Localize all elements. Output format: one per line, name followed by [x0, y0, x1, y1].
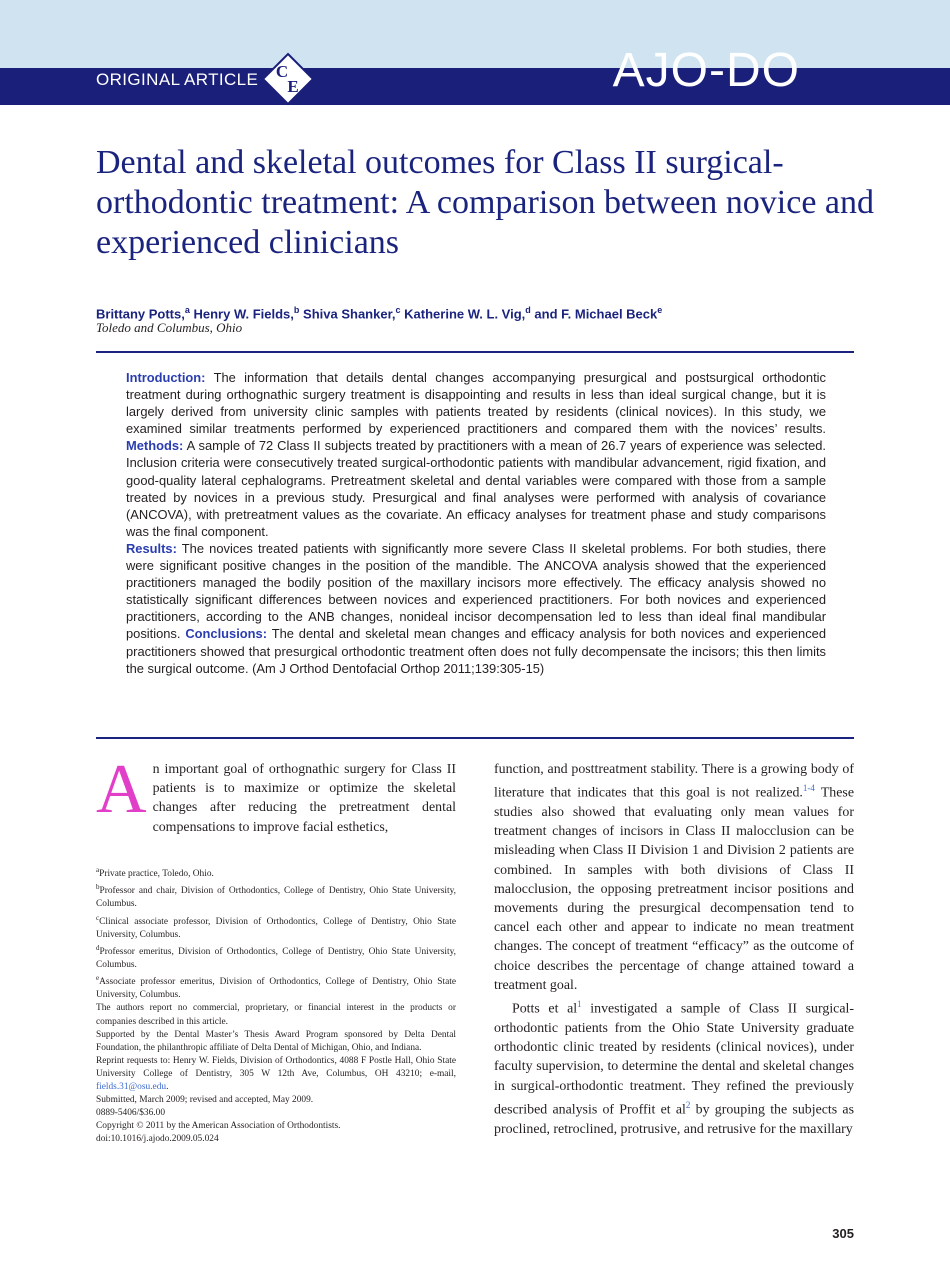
author-name: Brittany Potts, [96, 306, 185, 322]
body-text-intro: n important goal of orthognathic surgery for Class II patients is to maximize or optimize the skeletal changes after reducing the pretreatment dental compensations to improve facial esthetics, [152, 762, 456, 835]
author-affiliation-marker: e [657, 305, 663, 315]
footnotes [96, 864, 456, 1147]
author-name: Katherine W. L. Vig, [404, 306, 526, 322]
abstract-conclusions-label: Conclusions: [185, 626, 268, 642]
ce-credit-icon [261, 52, 315, 106]
abstract-introduction-label: Introduction: [126, 370, 206, 385]
footnote-support: Supported by the Dental Master’s Thesis Award Program sponsored by Delta Dental Foundation, the philanthropic affiliate of Delta Dental of Michigan, Ohio, and Indiana. [96, 1029, 456, 1053]
reference-link[interactable]: 2 [685, 1099, 691, 1110]
author-affiliation-marker: a [184, 305, 190, 315]
footnote-affiliation: $^b$Professor and chair, Division of Orthodontics, College of Dentistry, Ohio State University, Columbus. [96, 883, 456, 910]
article-title: Dental and skeletal outcomes for Class II surgical-orthodontic treatment: A comparison between novice and experienced clinicians [96, 144, 874, 261]
author-affiliation-marker: d [525, 305, 531, 315]
ce-badge-bottom-letter: E [287, 77, 299, 96]
footnote-disclosure: The authors report no commercial, proprietary, or financial interest in the products or companies described in this article. [96, 1003, 456, 1027]
body-column-right [494, 760, 854, 1139]
body-column-left [96, 751, 456, 837]
abstract-methods-label: Methods: [126, 438, 184, 454]
footnote-reprint: Reprint requests to: Henry W. Fields, Division of Orthodontics, 4088 F Postle Hall, Ohio State University College of Dentistry, 305 W 12th Ave, Columbus, OH 43210; e-mail, fields.31@osu.edu. [96, 1055, 456, 1093]
journal-logo: AJO-DO [612, 44, 800, 97]
author-affiliation-marker: c [395, 305, 401, 315]
abstract-top-divider [96, 351, 854, 353]
footnote-affiliation: $^a$Private practice, Toledo, Ohio. [96, 866, 214, 880]
page-number: 305 [832, 1226, 854, 1241]
drop-cap: A [96, 751, 147, 828]
abstract-methods: A sample of 72 Class II subjects treated by practitioners with a mean of 26.7 years of experience was selected. Inclusion criteria were consecutively treated surgical-orthodontic patients with mandibular advancement, rigid fixation, and good-quality lateral cephalograms. Pretreatment skeletal and dental variables were compared with those from a sample treated by novices in a previous study. Presurgical and final analyses were performed with analysis of covariance (ANCOVA), with pretreatment values as the covariate. An efficacy analyses for treatment phase and study comparisons was the final component. [126, 438, 826, 539]
abstract-conclusions: The dental and skeletal mean changes and efficacy analysis for both novices and experienced practitioners showed that presurgical orthodontic treatment often does not fully decompensate the incisors; this then limits the surgical outcome. (Am J Orthod Dentofacial Orthop 2011;139:305-15) [126, 626, 826, 676]
reference-link[interactable]: 1-4 [802, 783, 815, 794]
abstract-bottom-divider [96, 737, 854, 739]
footnote-affiliation: $^c$Clinical associate professor, Division of Orthodontics, College of Dentistry, Ohio State University, Columbus. [96, 913, 456, 940]
footnote-issn: 0889-5406/$36.00 [96, 1108, 166, 1119]
footnote-affiliation: $^e$Associate professor emeritus, Division of Orthodontics, College of Dentistry, Ohio State University, Columbus. [96, 974, 456, 1001]
body-paragraph: function, and posttreatment stability. There is a growing body of literature that indicates that this goal is not realized.$^{1-4}$ These studies also showed that evaluating only mean values for treatment changes of incisors in Class II malocclusion can be misleading when Class II Division 1 and Division 2 patients are combined. In samples with both divisions of Class II malocclusion, the opposing pretreatment incisor positions and movements during the presurgical decompensation tend to cancel each other and appear to indicate no mean treatment changes. The concept of treatment “efficacy” as the outcome of choice describes the percentage of change attained toward a treatment goal. [494, 762, 854, 993]
footnote-copyright: Copyright © 2011 by the American Association of Orthodontists. [96, 1121, 341, 1132]
author-name: Henry W. Fields, [193, 306, 294, 322]
header-band [0, 0, 950, 68]
abstract-introduction: The information that details dental changes accompanying presurgical and postsurgical orthodontic treatment during orthognathic surgery treatment is disappointing and results in less than ideal surgical change, but it is largely derived from university clinic samples with patients treated by residents (clinical novices). In this study, we examined similar treatments performed by experienced practitioners and compared them with the novices’ results. [126, 370, 826, 437]
author-location: Toledo and Columbus, Ohio [96, 320, 243, 335]
author-affiliation-marker: b [293, 305, 300, 315]
abstract [126, 369, 826, 677]
footnote-submitted: Submitted, March 2009; revised and accepted, May 2009. [96, 1095, 314, 1106]
ce-badge-top-letter: C [275, 62, 289, 81]
abstract-results: The novices treated patients with significantly more severe Class II skeletal problems. For both studies, there were significant positive changes in the position of the mandible. The ANCOVA analysis showed that the experienced practitioners managed the bodily position of the maxillary incisors more effectively. The efficacy analysis showed no statistically significant differences between novices and experienced practitioners. For both novices and experienced practitioners, according to the ANB changes, nonideal incisor decompensation led to less than ideal final mandibular positions. [126, 540, 826, 642]
footnote-affiliation: $^d$Professor emeritus, Division of Orthodontics, College of Dentistry, Ohio State University, Columbus. [96, 943, 456, 971]
footnote-doi: doi:10.1016/j.ajodo.2009.05.024 [96, 1134, 219, 1145]
author-name: Shiva Shanker, [303, 306, 396, 322]
author-name: and F. Michael Beck [534, 306, 658, 322]
email-link[interactable]: fields.31@osu.edu [96, 1082, 167, 1093]
body-paragraph [96, 751, 456, 837]
reference-link[interactable]: 1 [577, 999, 582, 1010]
article-type-label: ORIGINAL ARTICLE [96, 70, 259, 89]
abstract-results-label: Results: [126, 540, 177, 556]
body-paragraph: Potts et $al^1$ investigated a sample of Class II surgical-orthodontic patients from the Ohio State University graduate orthodontic clinic treated by residents (clinical novices), under faculty supervision, to determine the dental and skeletal changes in surgical-orthodontic treatment. They refined the previously described analysis of Proffit et $al^2$ by grouping the subjects as proclined, retroclined, protrusive, and retrusive for the maxillary [494, 999, 854, 1137]
